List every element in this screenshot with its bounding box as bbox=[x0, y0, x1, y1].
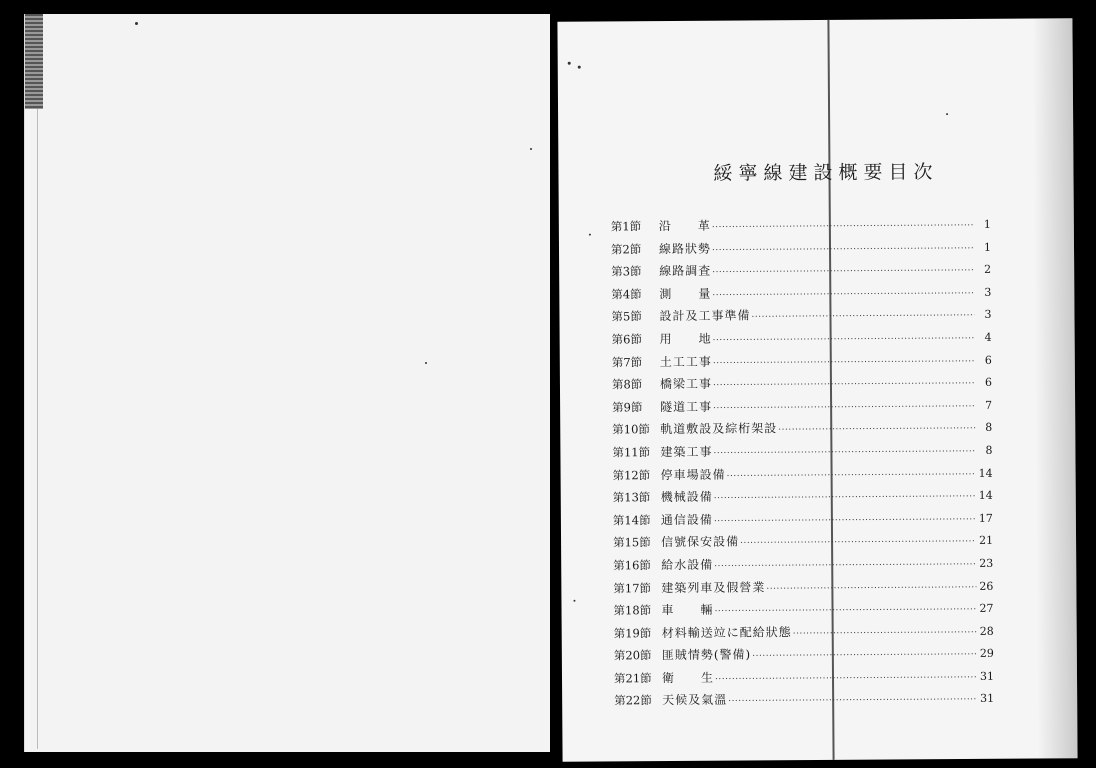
toc-leader-dots bbox=[712, 289, 974, 301]
toc-section-number: 第10節 bbox=[612, 422, 650, 437]
toc-section-name: 停車場設備 bbox=[660, 467, 726, 482]
toc-entry bbox=[612, 373, 992, 398]
toc-leader-dots bbox=[778, 424, 975, 435]
toc-section-number: 第3節 bbox=[611, 264, 642, 279]
toc-page-number: 14 bbox=[978, 466, 993, 480]
toc-section-number: 第9節 bbox=[612, 399, 643, 415]
dust-speck bbox=[573, 600, 575, 602]
toc-entry bbox=[613, 463, 993, 488]
toc-entry bbox=[613, 576, 993, 601]
left-page-blank bbox=[24, 14, 550, 752]
toc-entry bbox=[614, 667, 994, 692]
toc-page-number: 4 bbox=[984, 330, 992, 344]
toc-leader-dots bbox=[752, 650, 977, 662]
toc-page-number: 29 bbox=[979, 647, 994, 661]
toc-leader-dots bbox=[714, 492, 976, 504]
dust-speck bbox=[135, 22, 138, 25]
toc-entry bbox=[611, 215, 991, 240]
toc-leader-dots bbox=[713, 379, 975, 391]
toc-section-name: 軌道敷設及綜桁架設 bbox=[660, 421, 778, 437]
toc-section-number: 第17節 bbox=[613, 580, 652, 595]
toc-page-number: 17 bbox=[978, 511, 993, 525]
toc-section-name: 天候及氣溫 bbox=[662, 693, 728, 708]
toc-list bbox=[611, 215, 994, 715]
toc-page-number: 3 bbox=[984, 308, 992, 322]
dust-speck bbox=[425, 362, 427, 364]
toc-page-number: 2 bbox=[984, 262, 992, 277]
toc-section-name: 線路調査 bbox=[659, 263, 712, 279]
toc-entry bbox=[611, 305, 991, 330]
toc-entry bbox=[612, 441, 992, 466]
toc-entry bbox=[613, 599, 993, 624]
toc-section-number: 第5節 bbox=[611, 309, 642, 324]
toc-leader-dots bbox=[715, 605, 977, 617]
toc-entry bbox=[611, 260, 991, 285]
toc-entry bbox=[614, 644, 994, 669]
toc-section-number: 第16節 bbox=[613, 558, 651, 573]
toc-section-number: 第8節 bbox=[611, 377, 643, 392]
toc-entry bbox=[613, 531, 993, 556]
right-page-table-of-contents bbox=[557, 18, 1077, 762]
toc-entry bbox=[611, 237, 991, 262]
toc-page-number: 3 bbox=[984, 285, 992, 299]
toc-page-number: 8 bbox=[985, 421, 993, 435]
toc-entry bbox=[612, 418, 992, 443]
toc-section-number: 第21節 bbox=[613, 671, 652, 686]
toc-leader-dots bbox=[766, 582, 976, 593]
page-edge-shadow bbox=[1032, 18, 1077, 758]
toc-leader-dots bbox=[751, 311, 974, 323]
toc-entry bbox=[611, 283, 991, 308]
toc-leader-dots bbox=[713, 334, 975, 346]
toc-leader-dots bbox=[712, 221, 974, 233]
toc-section-name: 線路狀勢 bbox=[658, 241, 712, 256]
toc-entry bbox=[612, 328, 992, 353]
dust-speck bbox=[530, 148, 532, 150]
toc-section-number: 第1節 bbox=[610, 219, 642, 234]
toc-section-name: 信號保安設備 bbox=[661, 534, 740, 550]
toc-section-name: 隧道工事 bbox=[660, 399, 713, 414]
toc-section-number: 第15節 bbox=[613, 535, 651, 550]
spine-edge bbox=[25, 14, 43, 109]
toc-section-name: 測 量 bbox=[659, 286, 712, 301]
toc-section-name: 建築列車及假營業 bbox=[661, 579, 766, 595]
toc-section-number: 第12節 bbox=[612, 467, 651, 482]
toc-entry bbox=[613, 554, 993, 579]
toc-leader-dots bbox=[715, 673, 977, 685]
toc-section-name: 衛 生 bbox=[661, 670, 715, 685]
toc-title: 綏寧線建設概要目次 bbox=[713, 161, 939, 185]
toc-entry bbox=[613, 508, 993, 533]
toc-leader-dots bbox=[712, 243, 974, 255]
toc-section-number: 第6節 bbox=[611, 332, 643, 347]
toc-page-number: 23 bbox=[979, 556, 994, 570]
toc-leader-dots bbox=[793, 628, 977, 639]
toc-section-number: 第7節 bbox=[611, 354, 643, 369]
toc-section-name: 給水設備 bbox=[661, 557, 714, 573]
toc-section-name: 橋梁工事 bbox=[659, 376, 713, 392]
spine-line bbox=[37, 109, 38, 749]
toc-section-name: 建築工事 bbox=[660, 444, 713, 460]
toc-entry bbox=[612, 396, 992, 421]
toc-entry bbox=[614, 689, 994, 714]
toc-section-name: 材料輸送竝に配給狀態 bbox=[661, 624, 792, 640]
dust-speck bbox=[568, 62, 571, 65]
toc-section-number: 第18節 bbox=[613, 603, 652, 618]
toc-entry bbox=[614, 621, 994, 646]
toc-leader-dots bbox=[740, 537, 976, 549]
toc-section-number: 第4節 bbox=[611, 287, 642, 302]
toc-page-number: 6 bbox=[984, 353, 992, 367]
toc-section-name: 機械設備 bbox=[660, 489, 713, 505]
toc-page-number: 6 bbox=[984, 375, 992, 389]
toc-page-number: 31 bbox=[980, 692, 995, 706]
toc-page-number: 21 bbox=[979, 534, 994, 548]
toc-section-name: 設計及工事準備 bbox=[659, 308, 751, 324]
toc-section-name: 土工工事 bbox=[659, 354, 712, 369]
toc-section-number: 第14節 bbox=[612, 512, 651, 528]
toc-entry bbox=[612, 350, 992, 375]
toc-section-number: 第13節 bbox=[612, 490, 651, 505]
toc-page-number: 7 bbox=[985, 398, 993, 412]
toc-page-number: 14 bbox=[978, 488, 993, 503]
dust-speck bbox=[946, 113, 948, 115]
toc-leader-dots bbox=[714, 560, 976, 572]
dust-speck bbox=[578, 66, 581, 69]
toc-section-name: 沿 革 bbox=[658, 218, 711, 234]
toc-leader-dots bbox=[728, 695, 977, 707]
toc-leader-dots bbox=[727, 469, 976, 481]
toc-section-number: 第19節 bbox=[613, 625, 652, 641]
toc-leader-dots bbox=[712, 266, 974, 278]
toc-leader-dots bbox=[713, 356, 975, 368]
toc-page-number: 8 bbox=[985, 443, 993, 457]
toc-section-number: 第22節 bbox=[614, 693, 652, 708]
toc-leader-dots bbox=[713, 402, 975, 414]
toc-section-name: 用 地 bbox=[659, 331, 712, 347]
toc-leader-dots bbox=[713, 447, 975, 459]
toc-page-number: 27 bbox=[979, 601, 994, 615]
toc-section-number: 第2節 bbox=[610, 241, 642, 257]
toc-page-number: 28 bbox=[979, 624, 994, 638]
toc-leader-dots bbox=[714, 515, 976, 527]
toc-section-number: 第11節 bbox=[612, 445, 651, 460]
toc-page-number: 26 bbox=[979, 579, 994, 593]
toc-entry bbox=[613, 486, 993, 511]
dust-speck bbox=[589, 234, 591, 236]
toc-section-name: 車 輛 bbox=[661, 602, 714, 618]
toc-section-name: 匪賊情勢(警備) bbox=[661, 647, 752, 663]
toc-section-name: 通信設備 bbox=[660, 512, 713, 527]
toc-section-number: 第20節 bbox=[613, 648, 652, 663]
toc-page-number: 1 bbox=[983, 240, 992, 254]
toc-page-number: 31 bbox=[979, 669, 995, 683]
toc-page-number: 1 bbox=[983, 217, 991, 231]
